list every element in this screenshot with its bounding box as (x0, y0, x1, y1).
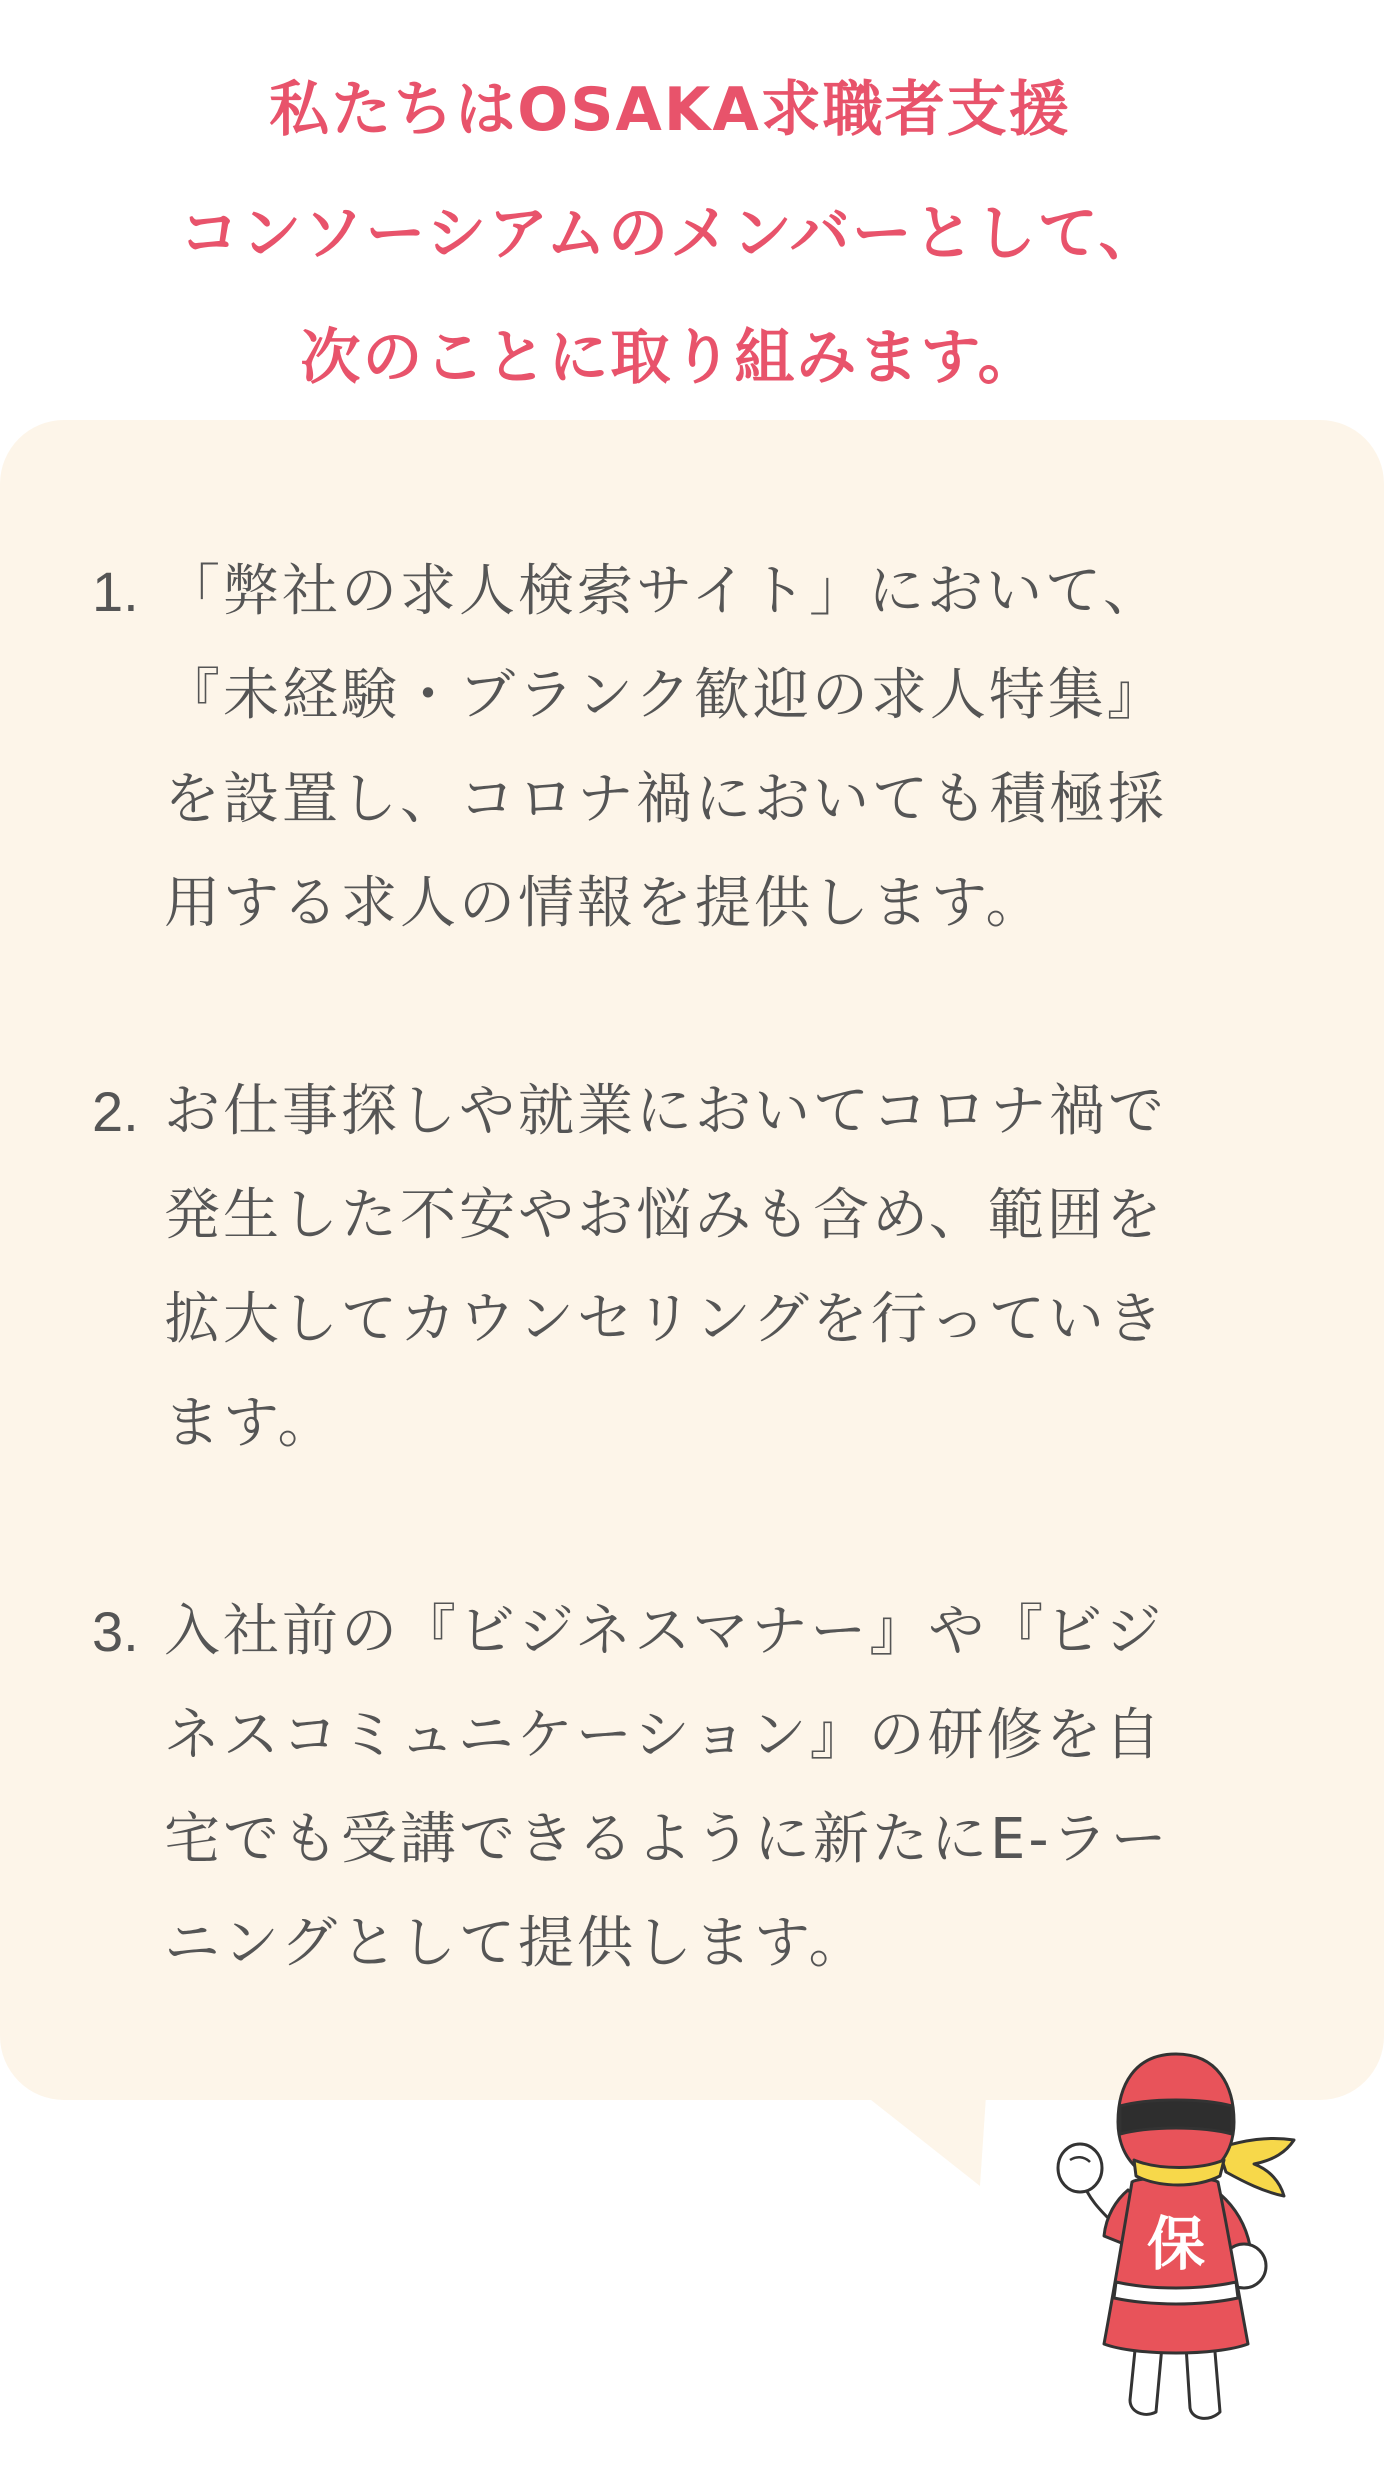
heading-line-1: 私たちはOSAKA求職者支援 (269, 75, 1071, 146)
item-text-line: 発生した不安やお悩みも含め、範囲を (164, 1183, 1165, 1248)
item-number: 2. (92, 1080, 139, 1143)
item-text-line: 「弊社の求人検索サイト」において、 (164, 559, 1162, 624)
item-text-line: ネスコミュニケーション』の研修を自 (164, 1703, 1164, 1768)
item-text-line: を設置し、コロナ禍においても積極採 (164, 767, 1167, 832)
commitment-list (92, 540, 1282, 1996)
item-text-line: 拡大してカウンセリングを行っていき (164, 1287, 1166, 1352)
item-text-line: 『未経験・ブランク歓迎の求人特集』 (164, 663, 1166, 728)
heading-line-2: コンソーシアムのメンバーとして、 (179, 199, 1161, 270)
mascot-visor (1120, 2100, 1232, 2134)
list-item (92, 1060, 1282, 1476)
speech-bubble-tail (866, 2096, 986, 2186)
mascot-illustration (1040, 2040, 1310, 2440)
item-number: 1. (92, 560, 139, 623)
list-item (92, 1580, 1282, 1996)
heading-line-3: 次のことに取り組みます。 (300, 323, 1040, 394)
item-text-line: 入社前の『ビジネスマナー』や『ビジ (164, 1599, 1165, 1664)
list-item (92, 540, 1282, 956)
page-heading (0, 48, 1340, 420)
item-text-line: 宅でも受講できるように新たにE-ラー (164, 1807, 1170, 1872)
mascot-left-fist (1058, 2144, 1102, 2192)
item-number: 3. (92, 1600, 139, 1663)
item-text-line: ニングとして提供します。 (164, 1911, 868, 1976)
item-text-line: お仕事探しや就業においてコロナ禍で (164, 1079, 1167, 1144)
mascot-badge: 保 (1146, 2210, 1206, 2278)
item-text-line: ます。 (164, 1391, 337, 1456)
item-text-line: 用する求人の情報を提供します。 (164, 871, 1045, 936)
